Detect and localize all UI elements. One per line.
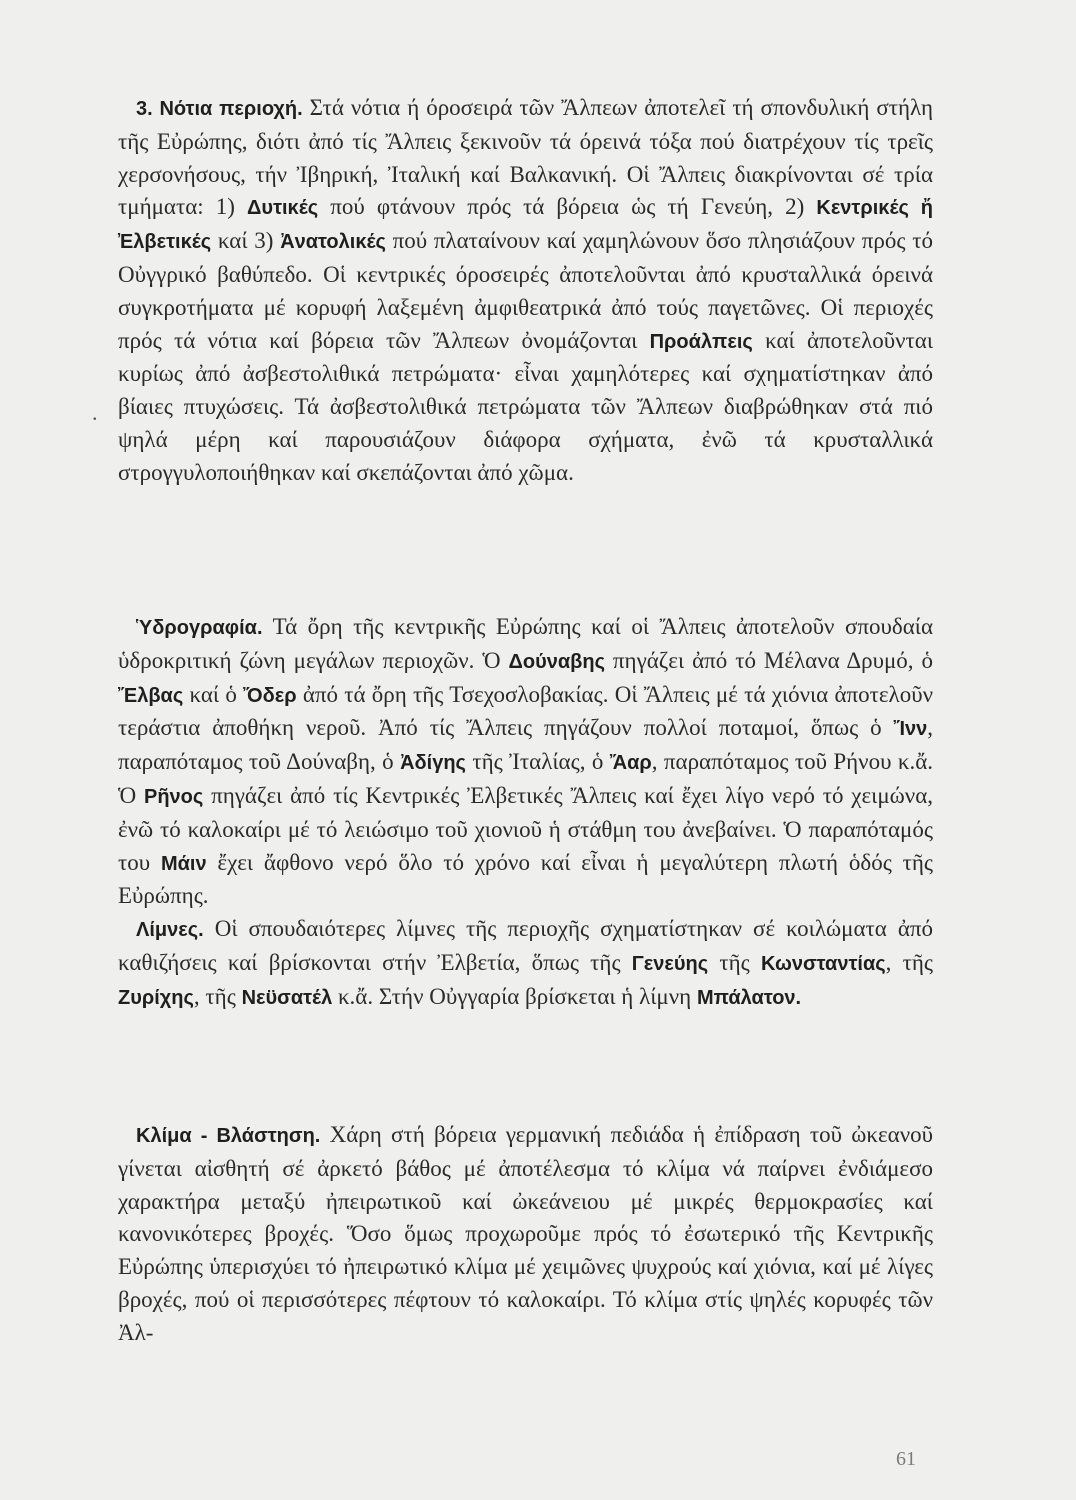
heading-climate: Κλίμα - Βλάστηση. — [136, 1125, 321, 1147]
paragraph-lakes: Λίμνες. Οἱ σπουδαιότερες λίμνες τῆς περιοχῆς σχηματίστηκαν σέ κοιλώματα ἀπό καθιζήσεις καί βρίσκονται στήν Ἐλβετία, ὅπως τῆς Γενεύης τῆς Κωνσταντίας, τῆς Ζυρίχης, τῆς Νεϋσατέλ κ.ἄ. Στήν Οὐγγαρία βρίσκεται ἡ λίμνη Μπάλατον. — [118, 916, 933, 1009]
page-number: 61 — [896, 1448, 916, 1470]
paragraph-south: 3. Νότια περιοχή. Στά νότια ή όροσειρά τῶν Ἄλπεων ἀποτελεῖ τή σπονδυλική στήλη τῆς Εὐρώπης, διότι ἀπό τίς Ἄλπεις ξεκινοῦν τά όρεινά τόξα πού διατρέχουν τίς τρεῖς χερσονήσους, τήν Ἰβηρική, Ἰταλική καί Βαλκανική. Οἱ Ἄλπεις διακρίνονται σέ τρία τμήματα: 1) Δυτικές πού φτάνουν πρός τά βόρεια ὡς τή Γενεύη, 2) Κεντρικές ἤ Ἐλβετικές καί 3) Ἀνατολικές πού πλαταίνουν καί χαμηλώνουν ὅσο πλησιάζουν πρός τό Οὐγγρικό βαθύπεδο. Οἱ κεντρικές όροσειρές ἀποτελοῦνται ἀπό κρυσταλλικά όρεινά συγκροτήματα μέ κορυφή λαξεμένη ἀμφιθεατρικά ἀπό τούς παγετῶνες. Οἱ περιοχές πρός τά νότια καί βόρεια τῶν Ἄλπεων ὀνομάζονται Προάλπεις καί ἀποτελοῦνται κυρίως ἀπό ἀσβεστολιθικά πετρώματα· εἶναι χαμηλότερες καί σχηματίστηκαν ἀπό βίαιες πτυχώσεις. Τά ἀσβεστολιθικά πετρώματα τῶν Ἄλπεων διαβρώθηκαν στά πιό ψηλά μέρη καί παρουσιάζουν διάφορα σχήματα, ἐνῶ τά κρυσταλλικά στρογγυλοποιήθηκαν καί σκεπάζονται ἀπό χῶμα. — [118, 95, 934, 485]
heading-south: 3. Νότια περιοχή. — [136, 98, 303, 120]
section-climate — [118, 1119, 933, 1350]
section-hydrography — [118, 611, 933, 1015]
paragraph-climate: Κλίμα - Βλάστηση. Χάρη στή βόρεια γερμανική πεδιάδα ἡ ἐπίδραση τοῦ ὠκεανοῦ γίνεται αἰσθητή σέ ἀρκετό βάθος μέ ἀποτέλεσμα τό κλίμα νά παίρνει ἐνδιάμεσο χαρακτήρα μεταξύ ἠπειρωτικοῦ καί ὠκεάνειου μέ μικρές θερμοκρασίες καί κανονικότερες βροχές. Ὅσο ὅμως προχωροῦμε πρός τό ἐσωτερικό τῆς Κεντρικῆς Εὐρώπης ὑπερισχύει τό ἠπειρωτικό κλίμα μέ χειμῶνες ψυχρούς καί χιόνια, καί μέ λίγες βροχές, πού οἱ περισσότερες πέφτουν τό καλοκαίρι. Τό κλίμα στίς ψηλές κορυφές τῶν Ἀλ- — [118, 1122, 933, 1345]
paragraph-hydrography: Ὑδρογραφία. Τά ὄρη τῆς κεντρικῆς Εὐρώπης καί οἱ Ἄλπεις ἀποτελοῦν σπουδαία ὑδροκριτική ζώνη μεγάλων περιοχῶν. Ὁ Δούναβης πηγάζει ἀπό τό Μέλανα Δρυμό, ὁ Ἔλβας καί ὁ Ὄδερ ἀπό τά ὄρη τῆς Τσεχοσλοβακίας. Οἱ Ἄλπεις μέ τά χιόνια ἀποτελοῦν τεράστια ἀποθήκη νεροῦ. Ἀπό τίς Ἄλπεις πηγάζουν πολλοί ποταμοί, ὅπως ὁ Ἴνν, παραπόταμος τοῦ Δούναβη, ὁ Ἀδίγης τῆς Ἰταλίας, ὁ Ἄαρ, παραπόταμος τοῦ Ρήνου κ.ἄ. Ὁ Ρῆνος πηγάζει ἀπό τίς Κεντρικές Ἐλβετικές Ἄλπεις καί ἔχει λίγο νερό τό χειμώνα, ἐνῶ τό καλοκαίρι μέ τό λειώσιμο τοῦ χιονιοῦ ἡ στάθμη του ἀνεβαίνει. Ὁ παραπόταμός του Μάιν ἔχει ἄφθονο νερό ὅλο τό χρόνο καί εἶναι ἡ μεγαλύτερη πλωτή ὁδός τῆς Εὐρώπης. — [118, 614, 933, 909]
margin-mark: . — [92, 400, 98, 425]
section-south — [118, 92, 933, 490]
heading-lakes: Λίμνες. — [136, 919, 204, 942]
heading-hydrography: Ὑδρογραφία. — [136, 617, 263, 639]
